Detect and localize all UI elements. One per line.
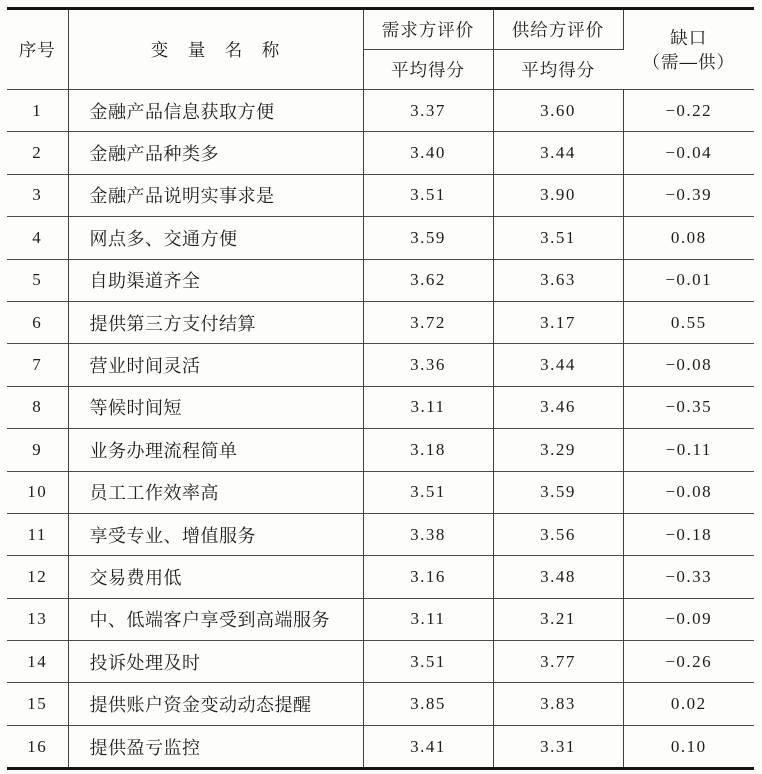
cell-gap-value: −0.33 xyxy=(623,556,754,598)
table-row xyxy=(7,386,754,428)
cell-variable-name: 业务办理流程简单 xyxy=(68,429,363,471)
cell-variable-name: 投诉处理及时 xyxy=(68,641,363,683)
table-row xyxy=(7,301,754,343)
cell-demand-score: 3.40 xyxy=(363,132,493,174)
table-row xyxy=(7,725,754,768)
cell-supply-score: 3.83 xyxy=(493,683,623,725)
cell-demand-score: 3.72 xyxy=(363,301,493,343)
cell-serial-number: 2 xyxy=(7,132,68,174)
cell-serial-number: 15 xyxy=(7,683,68,725)
cell-serial-number: 14 xyxy=(7,641,68,683)
cell-supply-score: 3.44 xyxy=(493,344,623,386)
cell-variable-name: 金融产品种类多 xyxy=(68,132,363,174)
table-row xyxy=(7,217,754,259)
cell-variable-name: 提供第三方支付结算 xyxy=(68,301,363,343)
cell-gap-value: 0.02 xyxy=(623,683,754,725)
cell-demand-score: 3.41 xyxy=(363,725,493,768)
table-row xyxy=(7,683,754,725)
cell-serial-number: 6 xyxy=(7,301,68,343)
cell-supply-score: 3.59 xyxy=(493,471,623,513)
table-row xyxy=(7,641,754,683)
table-row xyxy=(7,174,754,216)
header-gap-subtitle: （需—供） xyxy=(642,51,735,72)
cell-variable-name: 营业时间灵活 xyxy=(68,344,363,386)
cell-demand-score: 3.59 xyxy=(363,217,493,259)
cell-gap-value: −0.09 xyxy=(623,598,754,640)
cell-variable-name: 提供账户资金变动动态提醒 xyxy=(68,683,363,725)
header-variable-name: 变 量 名 称 xyxy=(68,9,363,90)
table-header xyxy=(7,9,754,90)
header-serial-number: 序号 xyxy=(7,9,68,90)
cell-supply-score: 3.44 xyxy=(493,132,623,174)
header-supply-evaluation: 供给方评价 xyxy=(493,9,623,50)
cell-variable-name: 享受专业、增值服务 xyxy=(68,513,363,555)
cell-serial-number: 11 xyxy=(7,513,68,555)
cell-variable-name: 自助渠道齐全 xyxy=(68,259,363,301)
cell-demand-score: 3.51 xyxy=(363,174,493,216)
cell-gap-value: 0.10 xyxy=(623,725,754,768)
cell-variable-name: 中、低端客户享受到高端服务 xyxy=(68,598,363,640)
cell-demand-score: 3.51 xyxy=(363,471,493,513)
cell-gap-value: −0.04 xyxy=(623,132,754,174)
cell-serial-number: 9 xyxy=(7,429,68,471)
cell-gap-value: 0.55 xyxy=(623,301,754,343)
cell-serial-number: 5 xyxy=(7,259,68,301)
cell-demand-score: 3.11 xyxy=(363,386,493,428)
header-supply-average-score: 平均得分 xyxy=(521,60,596,80)
cell-demand-score: 3.85 xyxy=(363,683,493,725)
cell-gap-value: −0.39 xyxy=(623,174,754,216)
cell-supply-score: 3.60 xyxy=(493,90,623,132)
table-row xyxy=(7,471,754,513)
cell-serial-number: 10 xyxy=(7,471,68,513)
header-gap-title: 缺口 xyxy=(670,27,708,48)
cell-supply-score: 3.17 xyxy=(493,301,623,343)
cell-supply-score: 3.63 xyxy=(493,259,623,301)
cell-demand-score: 3.37 xyxy=(363,90,493,132)
evaluation-table xyxy=(7,7,754,770)
cell-variable-name: 交易费用低 xyxy=(68,556,363,598)
cell-supply-score: 3.21 xyxy=(493,598,623,640)
table-body xyxy=(7,90,754,769)
header-demand-average-score: 平均得分 xyxy=(363,50,493,90)
table-row xyxy=(7,556,754,598)
cell-demand-score: 3.36 xyxy=(363,344,493,386)
cell-supply-score: 3.48 xyxy=(493,556,623,598)
table-row xyxy=(7,132,754,174)
cell-demand-score: 3.51 xyxy=(363,641,493,683)
cell-demand-score: 3.16 xyxy=(363,556,493,598)
table-row xyxy=(7,90,754,132)
cell-serial-number: 16 xyxy=(7,725,68,768)
cell-supply-score: 3.90 xyxy=(493,174,623,216)
cell-supply-score: 3.51 xyxy=(493,217,623,259)
cell-demand-score: 3.62 xyxy=(363,259,493,301)
cell-serial-number: 7 xyxy=(7,344,68,386)
table-row xyxy=(7,513,754,555)
cell-variable-name: 等候时间短 xyxy=(68,386,363,428)
cell-serial-number: 1 xyxy=(7,90,68,132)
cell-demand-score: 3.18 xyxy=(363,429,493,471)
cell-supply-score: 3.56 xyxy=(493,513,623,555)
cell-serial-number: 8 xyxy=(7,386,68,428)
cell-serial-number: 3 xyxy=(7,174,68,216)
cell-serial-number: 12 xyxy=(7,556,68,598)
cell-gap-value: −0.22 xyxy=(623,90,754,132)
cell-gap-value: −0.35 xyxy=(623,386,754,428)
table-row xyxy=(7,259,754,301)
cell-serial-number: 4 xyxy=(7,217,68,259)
table-row xyxy=(7,429,754,471)
cell-gap-value: −0.11 xyxy=(623,429,754,471)
header-demand-evaluation: 需求方评价 xyxy=(363,9,493,50)
table-row xyxy=(7,344,754,386)
cell-gap-value: −0.01 xyxy=(623,259,754,301)
cell-supply-score: 3.77 xyxy=(493,641,623,683)
header-row-top xyxy=(7,9,754,50)
cell-variable-name: 提供盈亏监控 xyxy=(68,725,363,768)
cell-variable-name: 网点多、交通方便 xyxy=(68,217,363,259)
cell-gap-value: −0.08 xyxy=(623,471,754,513)
cell-gap-value: −0.26 xyxy=(623,641,754,683)
cell-supply-score: 3.31 xyxy=(493,725,623,768)
cell-demand-score: 3.38 xyxy=(363,513,493,555)
cell-gap-value: 0.08 xyxy=(623,217,754,259)
cell-gap-value: −0.08 xyxy=(623,344,754,386)
cell-supply-score: 3.29 xyxy=(493,429,623,471)
cell-gap-value: −0.18 xyxy=(623,513,754,555)
header-gap xyxy=(623,9,754,90)
cell-demand-score: 3.11 xyxy=(363,598,493,640)
cell-variable-name: 员工工作效率高 xyxy=(68,471,363,513)
cell-variable-name: 金融产品说明实事求是 xyxy=(68,174,363,216)
cell-variable-name: 金融产品信息获取方便 xyxy=(68,90,363,132)
table-row xyxy=(7,598,754,640)
cell-supply-score: 3.46 xyxy=(493,386,623,428)
cell-serial-number: 13 xyxy=(7,598,68,640)
